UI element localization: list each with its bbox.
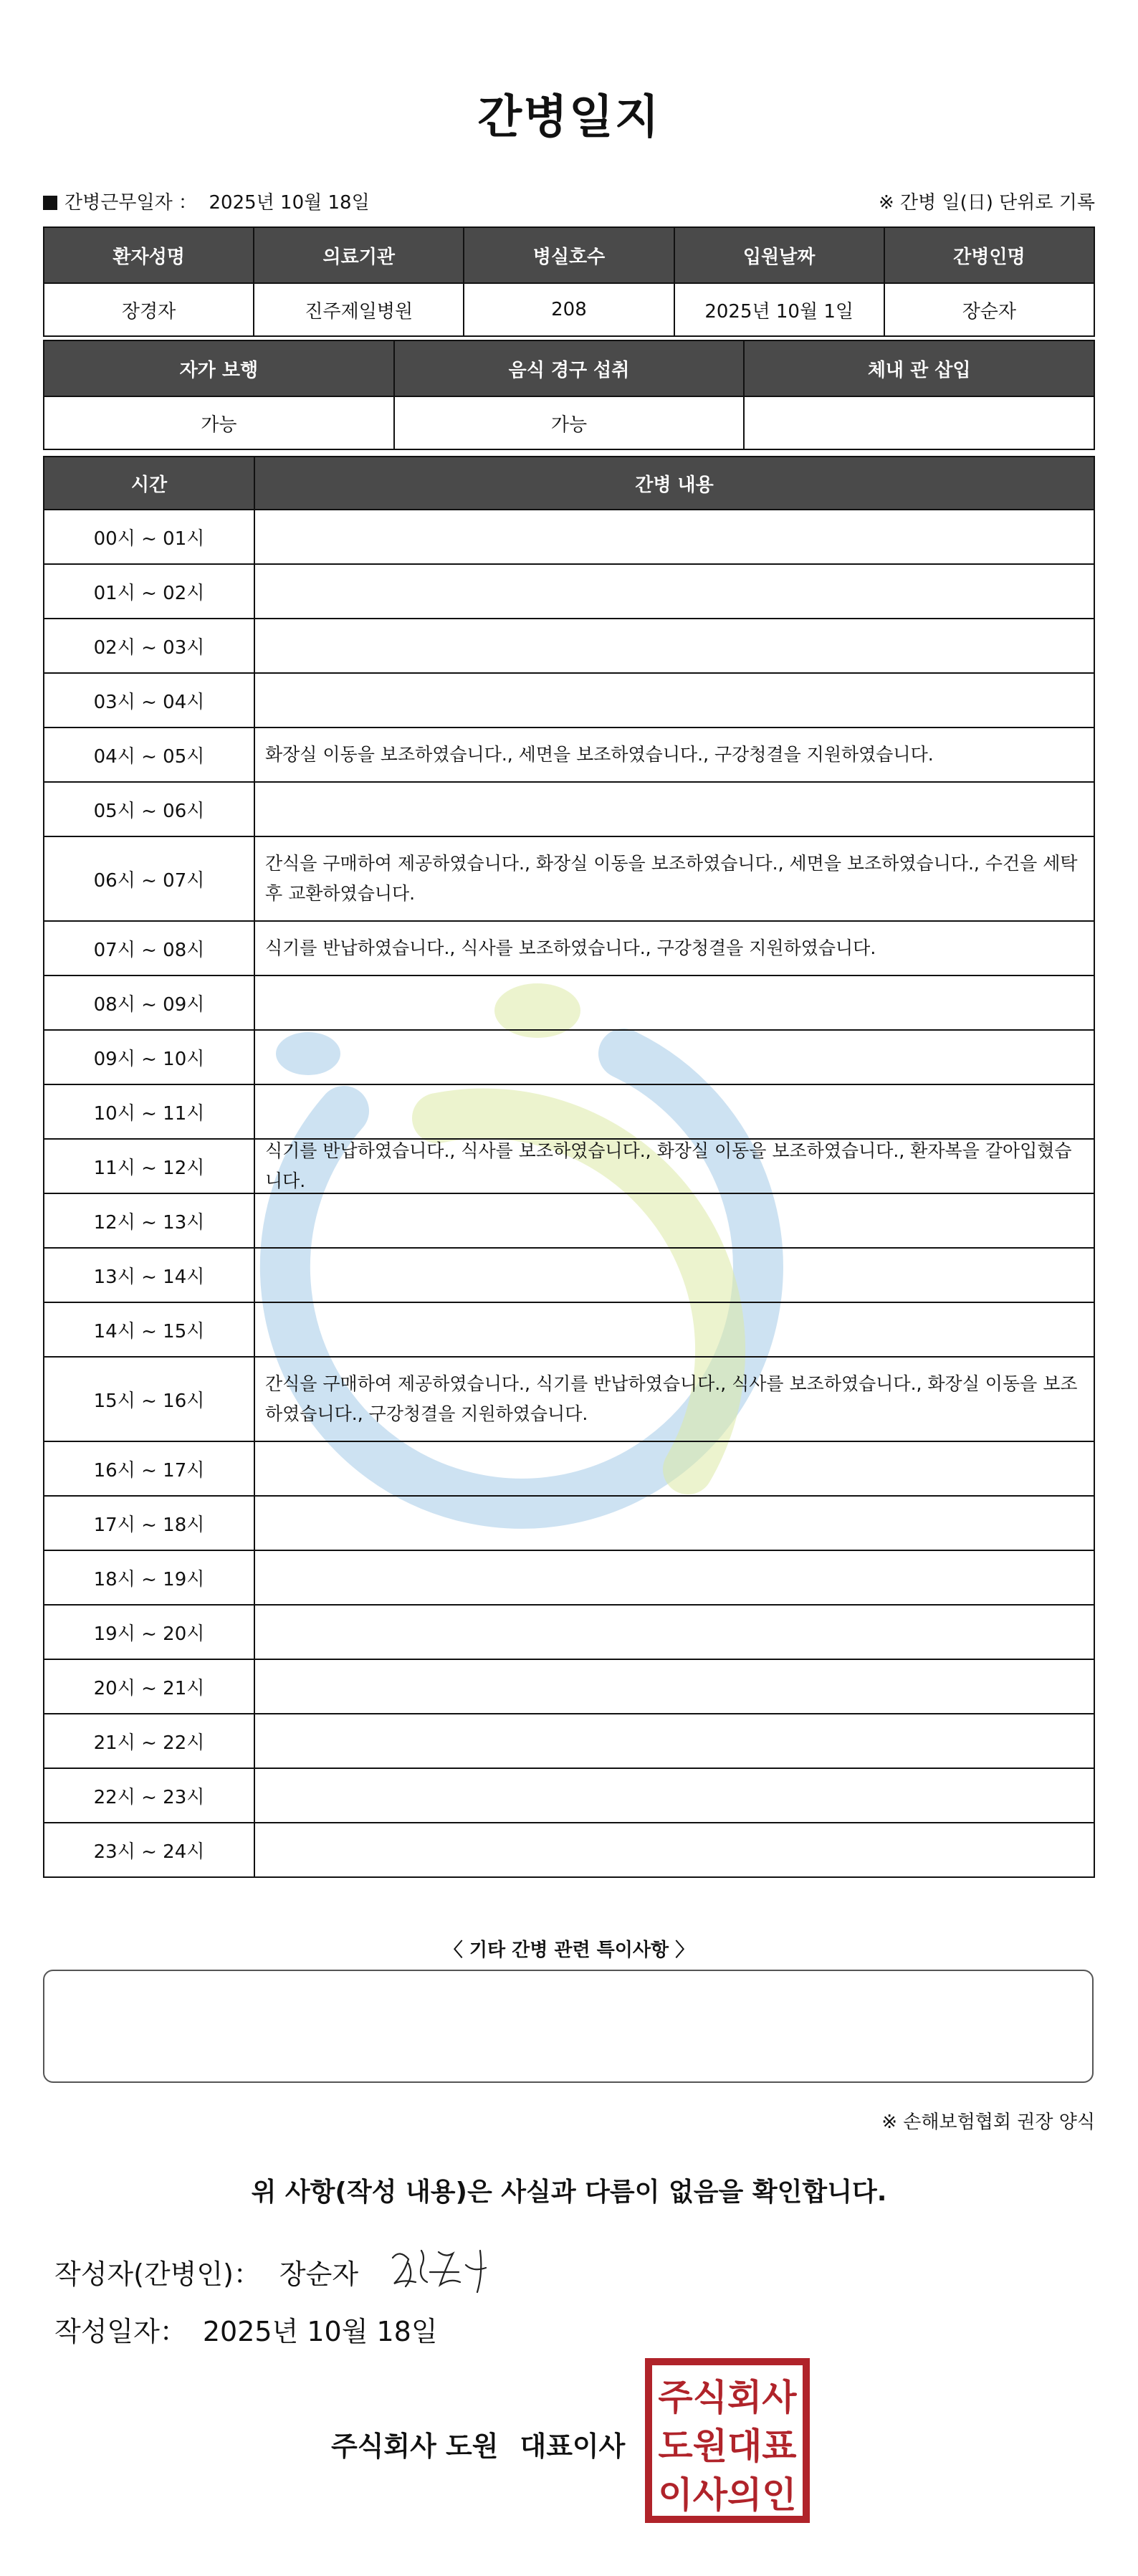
table-row xyxy=(43,922,1095,976)
writer-line xyxy=(54,2252,358,2291)
row-time: 01시 ~ 02시 xyxy=(44,565,255,618)
row-care-content xyxy=(255,1085,1094,1138)
row-care-content xyxy=(255,1769,1094,1822)
patient-name: 장경자 xyxy=(44,283,254,336)
schedule-header xyxy=(43,456,1095,510)
caregiver-name: 장순자 xyxy=(884,283,1094,336)
company-name: 주식회사 도원 xyxy=(331,2430,499,2462)
work-date-value: 2025년 10월 18일 xyxy=(209,192,370,214)
row-care-content xyxy=(255,510,1094,563)
row-care-content xyxy=(255,1660,1094,1713)
row-time: 12시 ~ 13시 xyxy=(44,1194,255,1247)
table-row xyxy=(43,1606,1095,1660)
row-time: 09시 ~ 10시 xyxy=(44,1031,255,1084)
row-care-content xyxy=(255,1194,1094,1247)
row-care-content xyxy=(255,1551,1094,1604)
row-care-content xyxy=(255,1606,1094,1659)
company-line xyxy=(331,2424,625,2463)
table-row xyxy=(43,1769,1095,1823)
row-care-content: 식기를 반납하였습니다., 식사를 보조하였습니다., 구강청결을 지원하였습니다. xyxy=(265,938,876,958)
table-row xyxy=(43,1660,1095,1714)
row-time: 08시 ~ 09시 xyxy=(44,976,255,1029)
header-patient-name: 환자성명 xyxy=(44,227,254,283)
written-date-line xyxy=(54,2309,438,2349)
row-time: 05시 ~ 06시 xyxy=(44,783,255,836)
table-row xyxy=(43,1303,1095,1358)
row-time: 13시 ~ 14시 xyxy=(44,1249,255,1302)
work-date-label: 간병근무일자 ： xyxy=(64,192,197,214)
row-time: 21시 ~ 22시 xyxy=(44,1714,255,1768)
row-care-content xyxy=(255,976,1094,1029)
square-bullet-icon xyxy=(43,196,57,210)
svg-text:이사의인: 이사의인 xyxy=(658,2474,797,2516)
written-date-label: 작성일자： xyxy=(54,2316,187,2347)
table-row xyxy=(43,1714,1095,1769)
row-care-content: 간식을 구매하여 제공하였습니다., 식기를 반납하였습니다., 식사를 보조하였습니다., 화장실 이동을 보조하였습니다., 구강청결을 지원하였습니다. xyxy=(265,1373,1078,1424)
row-time: 23시 ~ 24시 xyxy=(44,1823,255,1876)
row-care-content xyxy=(255,1497,1094,1550)
patient-info-table xyxy=(43,226,1095,337)
unit-note: ※ 간병 일(日) 단위로 기록 xyxy=(878,192,1095,214)
oral-intake-value: 가능 xyxy=(394,396,745,449)
room-number: 208 xyxy=(464,283,674,336)
row-care-content: 식기를 반납하였습니다., 식사를 보조하였습니다., 화장실 이동을 보조하였습니다., 환자복을 갈아입혔습니다. xyxy=(265,1140,1072,1191)
row-care-content xyxy=(255,1249,1094,1302)
page-title: 간병일지 xyxy=(477,91,661,144)
table-row xyxy=(43,728,1095,783)
header-caregiver: 간병인명 xyxy=(884,227,1094,283)
tube-insertion-value xyxy=(744,396,1094,449)
row-care-content: 간식을 구매하여 제공하였습니다., 화장실 이동을 보조하였습니다., 세면을 보조하였습니다., 수건을 세탁 후 교환하였습니다. xyxy=(265,853,1078,904)
table-row xyxy=(43,1823,1095,1878)
table-row xyxy=(43,1031,1095,1085)
ability-table xyxy=(43,340,1095,450)
row-care-content xyxy=(255,1823,1094,1876)
company-seal xyxy=(645,2358,810,2523)
row-care-content xyxy=(255,674,1094,727)
handwritten-signature xyxy=(380,2236,509,2301)
written-date-value: 2025년 10월 18일 xyxy=(202,2316,438,2347)
row-care-content xyxy=(255,1303,1094,1356)
row-care-content: 화장실 이동을 보조하였습니다., 세면을 보조하였습니다., 구강청결을 지원하였습니다. xyxy=(265,744,934,765)
header-hospital: 의료기관 xyxy=(254,227,464,283)
row-care-content xyxy=(255,1442,1094,1495)
table-row xyxy=(43,1551,1095,1606)
row-time: 07시 ~ 08시 xyxy=(44,922,255,975)
notes-label: 〈 기타 간병 관련 특이사항 〉 xyxy=(444,1940,694,1961)
confirm-statement: 위 사항(작성 내용)은 사실과 다름이 없음을 확인합니다. xyxy=(251,2177,887,2207)
admission-date: 2025년 10월 1일 xyxy=(674,283,884,336)
row-time: 04시 ~ 05시 xyxy=(44,728,255,781)
header-room: 병실호수 xyxy=(464,227,674,283)
row-time: 18시 ~ 19시 xyxy=(44,1551,255,1604)
header-admission-date: 입원날짜 xyxy=(674,227,884,283)
header-oral-intake: 음식 경구 섭취 xyxy=(394,340,745,396)
row-time: 20시 ~ 21시 xyxy=(44,1660,255,1713)
table-row xyxy=(43,619,1095,674)
header-care-content: 간병 내용 xyxy=(635,474,714,496)
row-time: 10시 ~ 11시 xyxy=(44,1085,255,1138)
recommend-note: ※ 손해보험협회 권장 양식 xyxy=(881,2112,1095,2133)
table-row xyxy=(43,1194,1095,1249)
table-row xyxy=(43,1442,1095,1497)
table-row xyxy=(43,976,1095,1031)
row-time: 00시 ~ 01시 xyxy=(44,510,255,563)
row-time: 11시 ~ 12시 xyxy=(44,1140,255,1193)
svg-text:주식회사: 주식회사 xyxy=(658,2376,797,2418)
row-time: 22시 ~ 23시 xyxy=(44,1769,255,1822)
table-row xyxy=(43,1497,1095,1551)
row-time: 14시 ~ 15시 xyxy=(44,1303,255,1356)
row-care-content xyxy=(255,1714,1094,1768)
table-row xyxy=(43,674,1095,728)
row-time: 17시 ~ 18시 xyxy=(44,1497,255,1550)
svg-text:도원대표: 도원대표 xyxy=(658,2425,797,2467)
table-row xyxy=(43,1140,1095,1194)
table-row xyxy=(43,837,1095,922)
schedule-table xyxy=(43,456,1095,1878)
row-care-content xyxy=(255,783,1094,836)
header-self-walking: 자가 보행 xyxy=(44,340,394,396)
table-row xyxy=(43,510,1095,565)
hospital: 진주제일병원 xyxy=(254,283,464,336)
table-row xyxy=(43,1249,1095,1303)
notes-box xyxy=(43,1970,1094,2083)
row-care-content xyxy=(255,1031,1094,1084)
work-date xyxy=(43,188,370,214)
table-row xyxy=(43,783,1095,837)
row-time: 19시 ~ 20시 xyxy=(44,1606,255,1659)
row-time: 06시 ~ 07시 xyxy=(44,837,255,920)
header-tube-insertion: 체내 관 삽입 xyxy=(744,340,1094,396)
row-time: 16시 ~ 17시 xyxy=(44,1442,255,1495)
self-walking-value: 가능 xyxy=(44,396,394,449)
row-care-content xyxy=(255,565,1094,618)
table-row xyxy=(43,565,1095,619)
table-row xyxy=(43,1358,1095,1442)
writer-label: 작성자(간병인)： xyxy=(54,2258,261,2290)
row-time: 02시 ~ 03시 xyxy=(44,619,255,672)
table-row xyxy=(43,1085,1095,1140)
header-time: 시간 xyxy=(44,457,255,509)
writer-name: 장순자 xyxy=(279,2258,359,2290)
row-time: 03시 ~ 04시 xyxy=(44,674,255,727)
row-time: 15시 ~ 16시 xyxy=(44,1358,255,1441)
company-rep-title: 대표이사 xyxy=(520,2430,626,2462)
row-care-content xyxy=(255,619,1094,672)
